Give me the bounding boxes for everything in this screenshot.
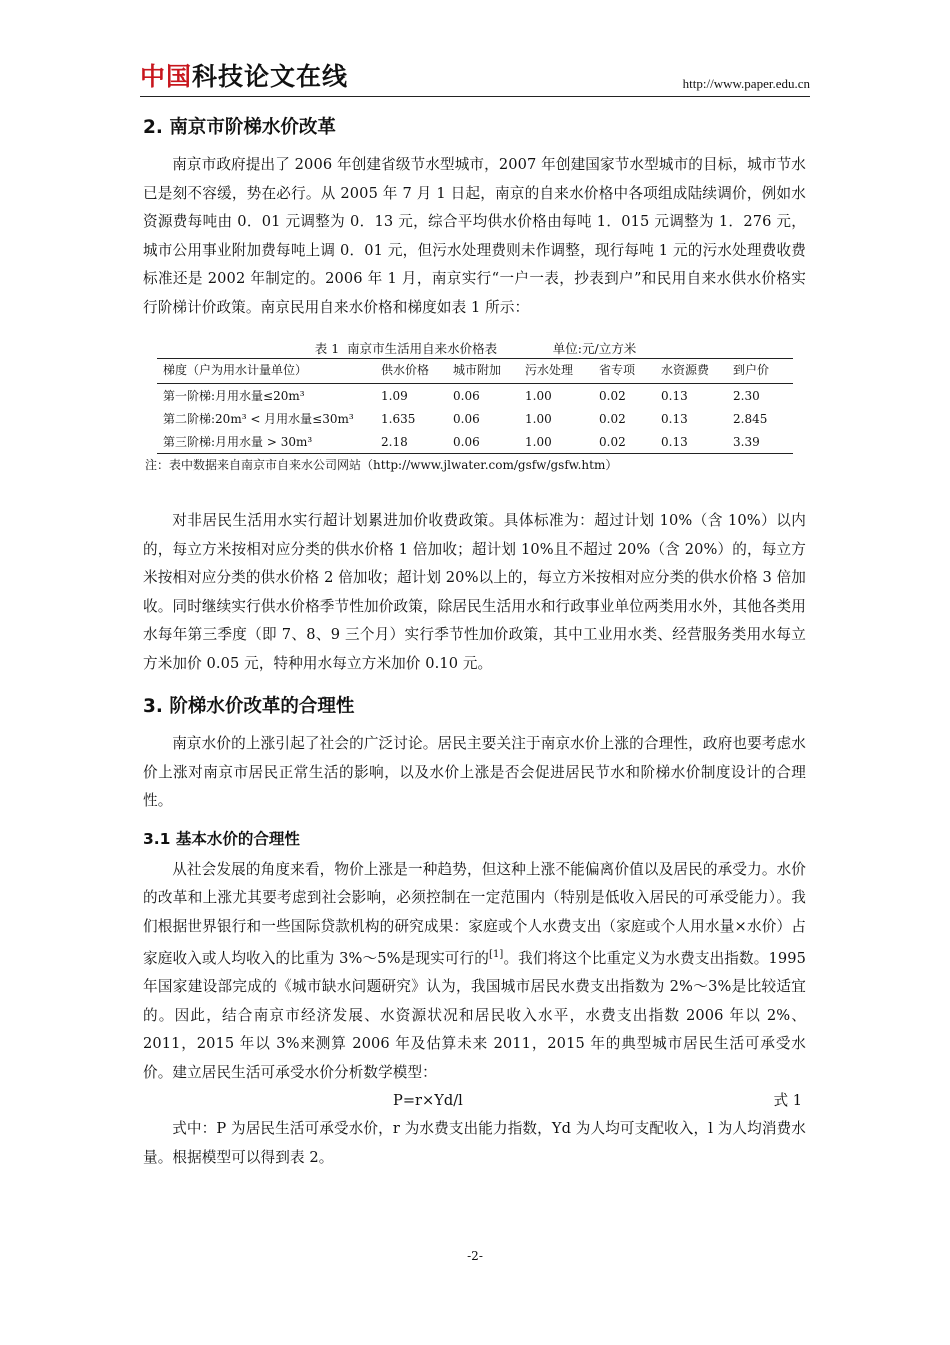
section-3-heading: 3. 阶梯水价改革的合理性 — [143, 696, 355, 717]
table-row — [157, 407, 793, 430]
table-cell: 0.02 — [599, 412, 626, 426]
table-cell: 1.09 — [381, 389, 408, 403]
table-cell: 第二阶梯:20m³ < 月用水量≤30m³ — [163, 412, 354, 426]
table-cell: 第三阶梯:月用水量 > 30m³ — [157, 430, 375, 454]
table-cell: 0.13 — [661, 389, 688, 403]
table-cell: 0.13 — [655, 430, 727, 454]
table-1-note: 注：表中数据来自南京市自来水公司网站（http://www.jlwater.com/gsfw/gsfw.htm） — [145, 458, 618, 472]
header-url: http://www.paper.edu.cn — [682, 76, 810, 91]
table-1 — [143, 340, 806, 475]
table-cell: 2.845 — [733, 412, 768, 426]
surcharge-paragraph: 对非居民生活用水实行超计划累进加价收费政策。具体标准为：超过计划 10%（含 10%）以内的，每立方米按相对应分类的供水价格 1 倍加收；超计划 10%且不超过 20%（含 20%）的，每立方米按相对应分类的供水价格 2 倍加收；超计划 20%以上的，每立方米按相对应分类的供水价格 3 倍加收。同时继续实行供水价格季节性加价政策，除居民生活用水和行政事业单位两类用水外，其他各类用水每年第三季度（即 7、8、9 三个月）实行季节性加价政策，其中工业用水类、经营服务类用水每立方米加价 0.05 元，特种用水每立方米加价 0.10 元。 — [143, 512, 806, 672]
table-cell: 3.39 — [727, 430, 793, 454]
table-cell: 2.30 — [733, 389, 760, 403]
table-header-cell: 省专项 — [593, 359, 655, 384]
table-cell: 1.635 — [381, 412, 416, 426]
table-cell: 1.00 — [519, 430, 593, 454]
table-header-row — [157, 359, 793, 384]
table-header-cell: 城市附加 — [447, 359, 519, 384]
section-3-1-text-a: 从社会发展的角度来看，物价上涨是一种趋势，但这种上涨不能偏离价值以及居民的承受力。水价的改革和上涨尤其要考虑到社会影响，必须控制在一定范围内（特别是低收入居民的可承受能力）。我们根据世界银行和一些国际贷款机构的研究成果：家庭或个人水费支出（家庭或个人用水量×水价）占家庭收入或人均收入的比重为 3%～5%是现实可行的 — [143, 860, 806, 967]
formula-expression: P=r×Yd/l — [393, 1092, 463, 1110]
table-cell: 第一阶梯:月用水量≤20m³ — [163, 389, 305, 403]
citation-1[interactable]: [1] — [488, 949, 504, 960]
site-logo — [140, 62, 348, 92]
section-3-1-paragraph — [143, 856, 806, 1088]
table-cell: 1.00 — [525, 389, 552, 403]
table-1-caption: 表 1 南京市生活用自来水价格表 单位:元/立方米 — [314, 341, 637, 356]
page-number: -2- — [467, 1249, 483, 1263]
page-header — [140, 62, 810, 96]
table-cell: 0.02 — [599, 389, 626, 403]
logo-red-text: 中国 — [140, 62, 193, 91]
section-2-paragraph: 南京市政府提出了 2006 年创建省级节水型城市，2007 年创建国家节水型城市的目标，城市节水已是刻不容缓，势在必行。从 2005 年 7 月 1 日起，南京的自来水价格中各项组成陆续调价，例如水资源费每吨由 0．01 元调整为 0．13 元，综合平均供水价格由每吨 1．015 元调整为 1．276 元，城市公用事业附加费每吨上调 0．01 元，但污水处理费则未作调整，现行每吨 1 元的污水处理费收费标准还是 2002 年制定的。2006 年 1 月，南京实行“一户一表，抄表到户”和民用自来水供水价格实行阶梯计价政策。南京民用自来水价格和梯度如表 1 所示： — [143, 156, 806, 316]
section-3-1-heading: 3.1 基本水价的合理性 — [143, 829, 300, 848]
section-2-heading: 2. 南京市阶梯水价改革 — [143, 117, 336, 138]
page-content — [143, 113, 806, 1172]
section-3-1-text-b: 。我们将这个比重定义为水费支出指数。1995 年国家建设部完成的《城市缺水问题研究》认为，我国城市居民水费支出指数为 2%～3%是比较适宜的。因此，结合南京市经济发展、水资源状况和居民收入水平，水费支出指数 2006 年以 2%、2011，2015 年以 3%来测算 2006 年及估算未来 2011，2015 年的典型城市居民生活可承受水价。建立居民生活可承受水价分析数学模型： — [143, 949, 806, 1081]
table-cell: 0.02 — [593, 430, 655, 454]
header-divider — [140, 96, 810, 97]
formula-1 — [143, 1087, 806, 1115]
table-header-cell: 污水处理 — [519, 359, 593, 384]
table-row — [157, 430, 793, 454]
table-header-cell: 水资源费 — [655, 359, 727, 384]
table-cell: 0.06 — [453, 389, 480, 403]
table-1-grid — [157, 358, 793, 454]
formula-explanation: 式中：P 为居民生活可承受水价，r 为水费支出能力指数，Yd 为人均可支配收入，l 为人均消费水量。根据模型可以得到表 2。 — [143, 1120, 806, 1166]
table-cell: 0.06 — [447, 430, 519, 454]
table-header-cell: 供水价格 — [375, 359, 447, 384]
table-cell: 2.18 — [375, 430, 447, 454]
table-header-cell: 到户价 — [727, 359, 793, 384]
logo-black-text: 科技论文在线 — [192, 62, 349, 91]
table-cell: 1.00 — [525, 412, 552, 426]
table-cell: 0.06 — [453, 412, 480, 426]
table-row — [157, 384, 793, 408]
formula-number: 式 1 — [773, 1092, 802, 1110]
table-header-cell: 梯度（户为用水计量单位） — [157, 359, 375, 384]
table-cell: 0.13 — [661, 412, 688, 426]
section-3-paragraph: 南京水价的上涨引起了社会的广泛讨论。居民主要关注于南京水价上涨的合理性，政府也要考虑水价上涨对南京市居民正常生活的影响，以及水价上涨是否会促进居民节水和阶梯水价制度设计的合理性。 — [143, 735, 806, 809]
